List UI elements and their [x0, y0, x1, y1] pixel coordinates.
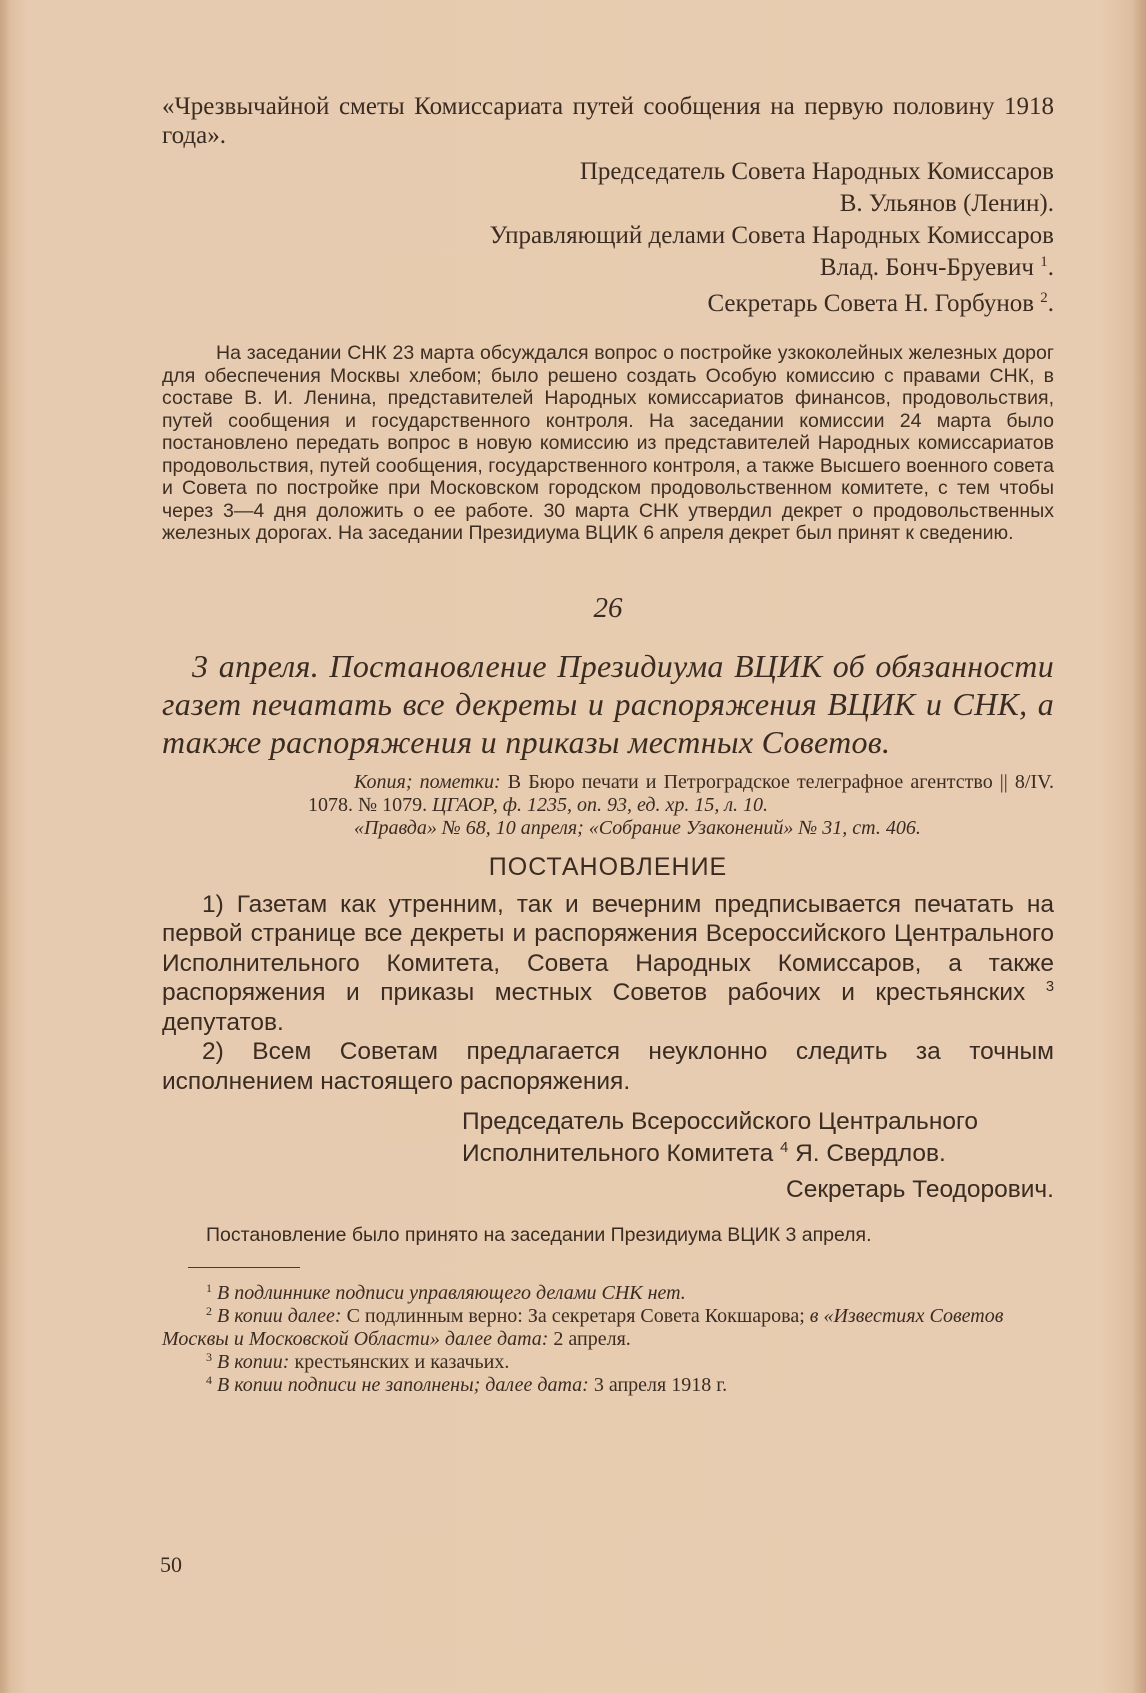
footnote-2-italic-2: в «Известиях Советов Москвы и Московской Области» далее дата:	[162, 1305, 1004, 1350]
editorial-note: На заседании СНК 23 марта обсуждался вопрос о постройке узкоколейных железных дорог для обеспечения Москвы хлебом; было решено создать Особую комиссию с правами СНК, в составе В. И. Ленина, представителей Народных комиссариатов финансов, продовольствия, путей сообщения и государственного контроля. На заседании комиссии 24 марта было постановлено передать вопрос в новую комиссию из представителей Народных комиссариатов продовольствия, путей сообщения, государственного контроля, а также Высшего военного совета и Совета по постройке при Московском городском продовольственном комитете, с тем чтобы через 3—4 дня доложить о ее работе. 30 марта СНК утвердил декрет о продовольственных железных дорогах. На заседании Президиума ВЦИК 6 апреля декрет был принят к сведению.	[162, 342, 1054, 544]
signature-chairman-name: В. Ульянов (Ленин).	[839, 190, 1054, 217]
top-signatures	[162, 156, 1054, 320]
decree-secretary: Секретарь Теодорович.	[786, 1176, 1054, 1203]
footnote-2	[162, 1305, 1054, 1351]
footnote-1-italic: В подлиннике подписи управляющего делами СНК нет.	[217, 1282, 686, 1304]
decree-paragraph-1-end: депутатов.	[162, 1008, 284, 1036]
signature-secretary-tail: .	[1047, 290, 1054, 317]
source-text: В Бюро печати и Петроградское телеграфное агентство || 8/IV. 1078. № 1079.	[308, 770, 1054, 816]
continuation-text: «Чрезвычайной сметы Комиссариата путей сообщения на первую половину 1918 года».	[162, 93, 1054, 149]
footnote-4-number: 4	[206, 1372, 212, 1387]
footnote-4	[162, 1374, 1054, 1397]
source-publication-text: «Правда» № 68, 10 апреля; «Собрание Узаконений» № 31, ст. 406.	[354, 816, 921, 839]
decree-signature-org: Исполнительного Комитета	[462, 1140, 774, 1167]
footnote-ref-1: 1	[1040, 254, 1048, 270]
footnote-1	[162, 1282, 1054, 1305]
document-title: 3 апреля. Постановление Президиума ВЦИК об обязанности газет печатать все декреты и распоряжения ВЦИК и СНК, а также распоряжения и приказы местных Советов.	[162, 647, 1054, 760]
signature-manager-name: Влад. Бонч-Бруевич	[819, 254, 1034, 281]
footnote-1-number: 1	[206, 1280, 212, 1295]
page-number: 50	[160, 1552, 182, 1577]
page-content	[162, 92, 1054, 1397]
decree-signatures	[462, 1106, 1054, 1206]
footnote-2-italic: В копии далее:	[217, 1305, 342, 1327]
signature-manager-title: Управляющий делами Совета Народных Комиссаров	[489, 222, 1054, 249]
footnote-ref-3: 3	[1045, 979, 1055, 996]
signature-manager-line	[162, 252, 1054, 284]
footnote-3-number: 3	[206, 1349, 212, 1364]
footnote-2-text: С подлинным верно: За секретаря Совета Кокшарова;	[341, 1305, 810, 1327]
signature-secretary-name: Секретарь Совета Н. Горбунов	[707, 290, 1034, 317]
footnote-3-italic: В копии:	[217, 1351, 290, 1373]
closing-note: Постановление было принято на заседании Президиума ВЦИК 3 апреля.	[206, 1224, 872, 1246]
decree-heading: ПОСТАНОВЛЕНИЕ	[488, 852, 728, 881]
decree-signature-title: Председатель Всероссийского Центрального	[462, 1108, 978, 1135]
document-number: 26	[593, 591, 623, 624]
footnote-ref-4: 4	[780, 1140, 789, 1157]
signature-chairman-title: Председатель Совета Народных Комиссаров	[579, 158, 1054, 185]
decree-signature-line	[462, 1138, 1054, 1170]
source-label: Копия; пометки:	[354, 770, 501, 793]
footnote-3-text: крестьянских и казачьих.	[289, 1351, 510, 1373]
footnotes	[162, 1282, 1054, 1397]
footnote-3	[162, 1351, 1054, 1374]
footnote-4-italic: В копии подписи не заполнены; далее дата:	[217, 1374, 589, 1396]
footnote-2-number: 2	[206, 1303, 212, 1318]
decree-paragraph-2: 2) Всем Советам предлагается неуклонно следить за точным исполнением настоящего распоряжения.	[162, 1038, 1054, 1095]
decree-signature-name: Я. Свердлов.	[788, 1140, 946, 1167]
source-archive	[308, 771, 1054, 817]
signature-secretary-line	[162, 288, 1054, 320]
footnote-4-text: 3 апреля 1918 г.	[588, 1374, 728, 1396]
source-publication	[308, 817, 1054, 840]
footnote-2-text-2: 2 апреля.	[548, 1328, 631, 1350]
decree-paragraph-1	[162, 890, 1054, 1038]
footnote-divider	[188, 1267, 300, 1268]
footnote-ref-2: 2	[1040, 290, 1048, 306]
signature-manager-tail: .	[1047, 254, 1054, 281]
decree-paragraph-1-text: 1) Газетам как утренним, так и вечерним предписывается печатать на первой странице все декреты и распоряжения Всероссийского Центрального Исполнительного Комитета, Совета Народных Комиссаров, а также распоряжения и приказы местных Советов рабочих и крестьянских	[162, 890, 1054, 1006]
source-archive-ref: ЦГАОР, ф. 1235, оп. 93, ед. хр. 15, л. 10.	[432, 793, 769, 816]
